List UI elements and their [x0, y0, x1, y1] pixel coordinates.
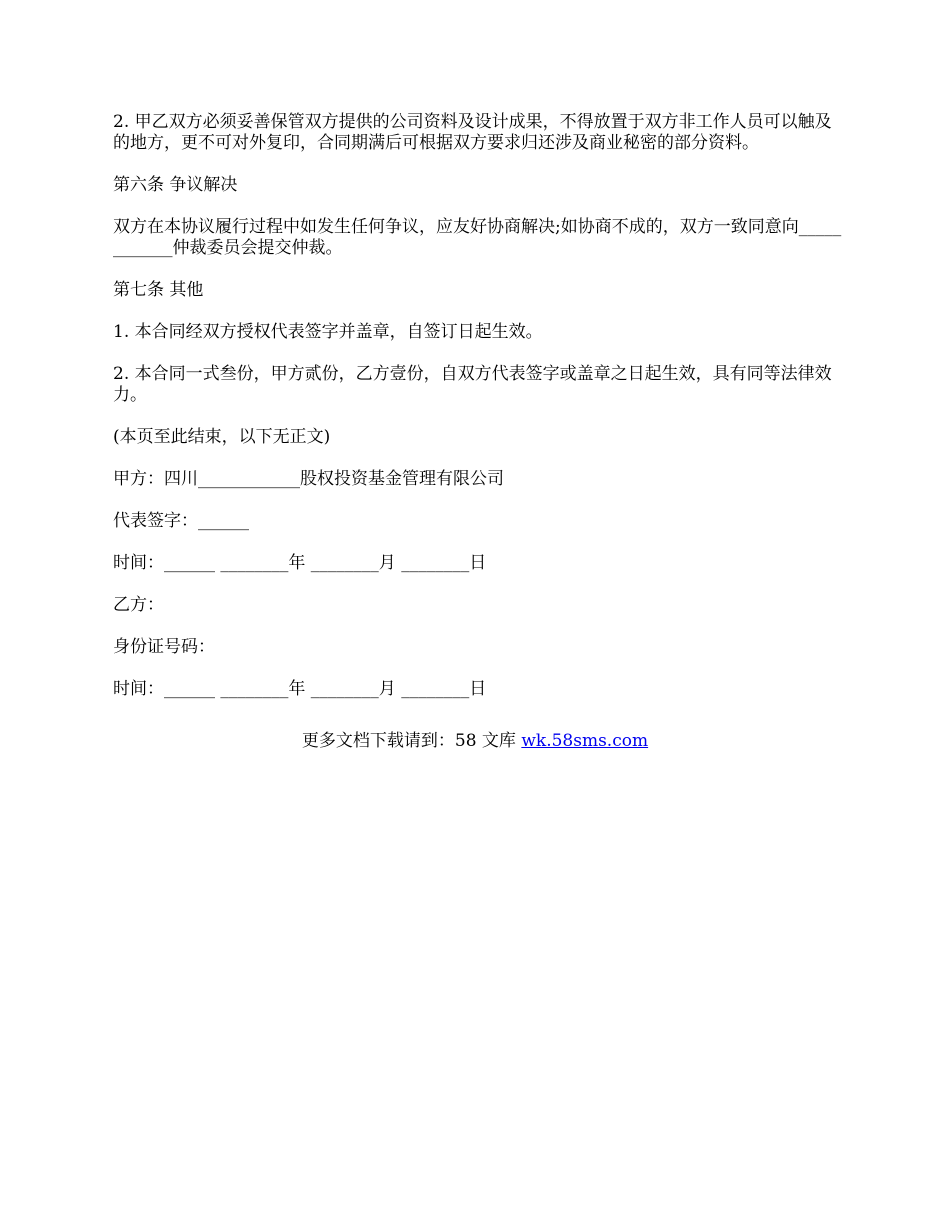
time-line-a: 时间：______ ________年 ________月 ________日 — [113, 553, 487, 573]
footer-text: 更多文档下载请到：58 文库 — [301, 731, 522, 751]
article-7-item-2: 2. 本合同一式叁份，甲方贰份，乙方壹份，自双方代表签字或盖章之日起生效，具有同等法律效力。 — [113, 364, 832, 405]
article-6-heading: 第六条 争议解决 — [113, 175, 238, 195]
article-7-item-1: 1. 本合同经双方授权代表签字并盖章，自签订日起生效。 — [113, 322, 543, 342]
rep-signature-line: 代表签字：______ — [113, 511, 249, 531]
article-7-heading: 第七条 其他 — [113, 280, 204, 300]
footer-link[interactable]: wk.58sms.com — [521, 731, 649, 751]
article-6-body: 双方在本协议履行过程中如发生任何争议，应友好协商解决;如协商不成的，双方一致同意向____________仲裁委员会提交仲裁。 — [113, 217, 842, 258]
document-body — [113, 112, 843, 700]
time-line-b: 时间：______ ________年 ________月 ________日 — [113, 679, 487, 699]
id-number-line: 身份证号码： — [113, 637, 215, 657]
party-a-line: 甲方：四川____________股权投资基金管理有限公司 — [113, 469, 504, 489]
download-footer — [0, 731, 950, 752]
end-note: (本页至此结束，以下无正文) — [113, 427, 331, 447]
clause-5-item-2: 2. 甲乙双方必须妥善保管双方提供的公司资料及设计成果，不得放置于双方非工作人员可以触及的地方，更不可对外复印，合同期满后可根据双方要求归还涉及商业秘密的部分资料。 — [113, 112, 832, 153]
party-b-line: 乙方： — [113, 595, 164, 615]
